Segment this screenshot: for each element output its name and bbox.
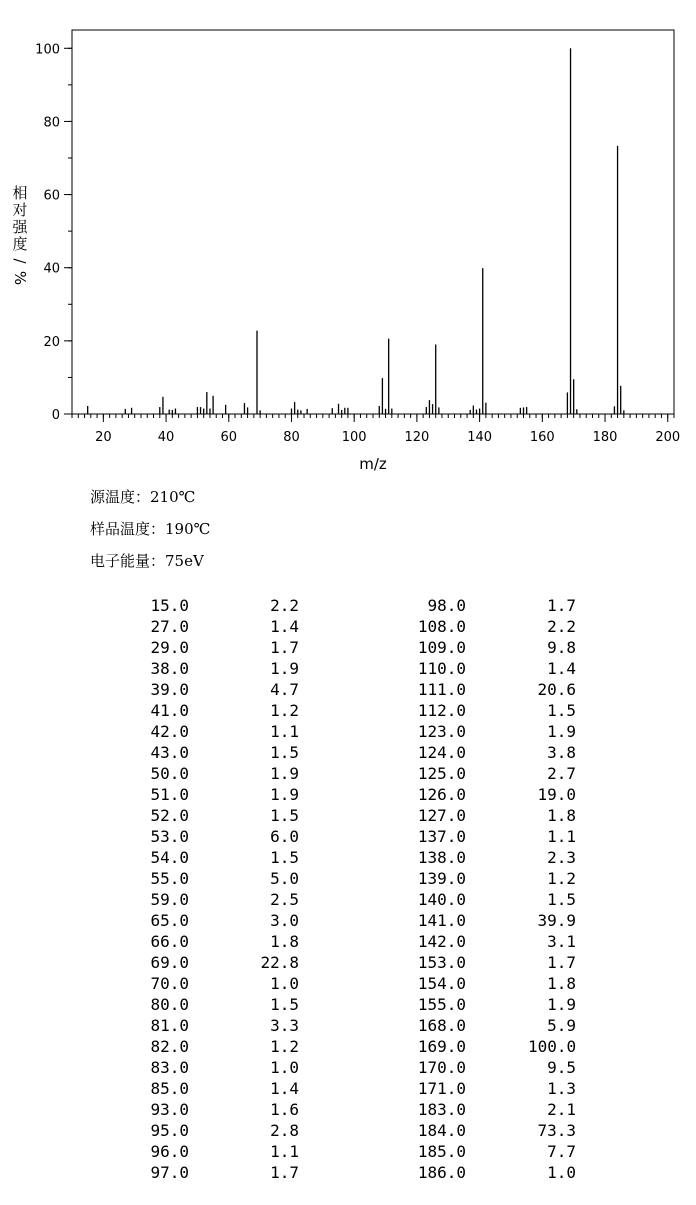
mz-value: 52.0 bbox=[150, 806, 189, 825]
mz-value: 70.0 bbox=[150, 974, 189, 993]
mz-value: 42.0 bbox=[150, 722, 189, 741]
peak-table-row bbox=[410, 1121, 696, 1142]
intensity-value: 1.7 bbox=[547, 953, 576, 972]
mz-value: 69.0 bbox=[150, 953, 189, 972]
mz-value: 39.0 bbox=[150, 680, 189, 699]
y-tick-labels bbox=[35, 42, 60, 423]
intensity-value: 9.8 bbox=[547, 638, 576, 657]
intensity-value: 6.0 bbox=[270, 827, 299, 846]
mz-value: 51.0 bbox=[150, 785, 189, 804]
y-tick-label: 0 bbox=[51, 408, 60, 423]
peak-table-row bbox=[410, 932, 696, 953]
peak-table-row bbox=[410, 974, 696, 995]
mz-value: 142.0 bbox=[417, 932, 466, 951]
mz-value: 55.0 bbox=[150, 869, 189, 888]
peak-table-row bbox=[410, 638, 696, 659]
mz-value: 97.0 bbox=[150, 1163, 189, 1182]
x-tick-label: 80 bbox=[283, 430, 300, 445]
intensity-value: 1.3 bbox=[547, 1079, 576, 1098]
peak-table-row bbox=[410, 743, 696, 764]
x-tick-label: 200 bbox=[655, 430, 681, 445]
peak-table-row bbox=[145, 995, 445, 1016]
intensity-value: 73.3 bbox=[537, 1121, 576, 1140]
electron-energy: 电子能量：75eV bbox=[90, 552, 204, 570]
peak-table-row bbox=[145, 1079, 445, 1100]
mz-value: 93.0 bbox=[150, 1100, 189, 1119]
peak-table-row bbox=[145, 911, 445, 932]
mz-value: 155.0 bbox=[417, 995, 466, 1014]
peak-table-row bbox=[410, 1142, 696, 1163]
intensity-value: 3.1 bbox=[547, 932, 576, 951]
mz-value: 50.0 bbox=[150, 764, 189, 783]
mz-value: 183.0 bbox=[417, 1100, 466, 1119]
peak-table-row bbox=[145, 743, 445, 764]
intensity-value: 1.9 bbox=[270, 785, 299, 804]
peak-table-row bbox=[145, 1163, 445, 1184]
mz-value: 43.0 bbox=[150, 743, 189, 762]
mz-value: 98.0 bbox=[427, 596, 466, 615]
x-tick-label: 60 bbox=[220, 430, 238, 445]
y-tick-label: 40 bbox=[43, 261, 60, 277]
intensity-value: 1.5 bbox=[270, 743, 299, 762]
mz-value: 109.0 bbox=[417, 638, 466, 657]
mz-value: 153.0 bbox=[417, 953, 466, 972]
peak-table-row bbox=[145, 722, 445, 743]
intensity-value: 1.7 bbox=[270, 1163, 299, 1182]
mz-value: 184.0 bbox=[417, 1121, 466, 1140]
intensity-value: 1.9 bbox=[270, 659, 299, 678]
mz-value: 27.0 bbox=[150, 617, 189, 636]
y-tick-label: 20 bbox=[43, 334, 60, 350]
peak-table-row bbox=[410, 617, 696, 638]
peak-table-row bbox=[145, 890, 445, 911]
peak-table-row bbox=[410, 701, 696, 722]
mz-value: 66.0 bbox=[150, 932, 189, 951]
intensity-value: 1.4 bbox=[270, 1079, 299, 1098]
peak-table-row bbox=[410, 722, 696, 743]
peak-table-row bbox=[145, 827, 445, 848]
mz-value: 108.0 bbox=[417, 617, 466, 636]
intensity-value: 1.0 bbox=[270, 1058, 299, 1077]
peak-table-row bbox=[410, 1037, 696, 1058]
intensity-value: 2.1 bbox=[547, 1100, 576, 1119]
mz-value: 81.0 bbox=[150, 1016, 189, 1035]
mz-value: 38.0 bbox=[150, 659, 189, 678]
intensity-value: 1.1 bbox=[270, 722, 299, 741]
intensity-value: 2.3 bbox=[547, 848, 576, 867]
mz-value: 168.0 bbox=[417, 1016, 466, 1035]
mz-value: 124.0 bbox=[417, 743, 466, 762]
mz-value: 138.0 bbox=[417, 848, 466, 867]
y-axis-label-char: / bbox=[11, 258, 29, 264]
intensity-value: 1.9 bbox=[547, 995, 576, 1014]
mz-value: 154.0 bbox=[417, 974, 466, 993]
intensity-value: 1.2 bbox=[270, 701, 299, 720]
mz-value: 140.0 bbox=[417, 890, 466, 909]
mz-value: 29.0 bbox=[150, 638, 189, 657]
intensity-value: 100.0 bbox=[528, 1037, 577, 1056]
y-axis-label-char: % bbox=[11, 270, 29, 286]
intensity-value: 2.5 bbox=[270, 890, 299, 909]
peak-table-row bbox=[145, 764, 445, 785]
peak-table-row bbox=[410, 890, 696, 911]
peak-table-row bbox=[145, 1121, 445, 1142]
minor-ticks bbox=[68, 48, 674, 418]
mz-value: 127.0 bbox=[417, 806, 466, 825]
intensity-value: 9.5 bbox=[547, 1058, 576, 1077]
peak-table-row bbox=[410, 869, 696, 890]
major-ticks bbox=[64, 48, 668, 422]
x-axis-label: m/z bbox=[359, 455, 387, 473]
intensity-value: 1.2 bbox=[270, 1037, 299, 1056]
peak-table-row bbox=[145, 1142, 445, 1163]
x-tick-label: 180 bbox=[592, 430, 618, 445]
intensity-value: 19.0 bbox=[537, 785, 576, 804]
peak-table-row bbox=[145, 785, 445, 806]
intensity-value: 5.0 bbox=[270, 869, 299, 888]
mz-value: 82.0 bbox=[150, 1037, 189, 1056]
peak-table-row bbox=[145, 953, 445, 974]
mz-value: 111.0 bbox=[417, 680, 466, 699]
intensity-value: 2.2 bbox=[270, 596, 299, 615]
peak-table-row bbox=[410, 827, 696, 848]
intensity-value: 3.0 bbox=[270, 911, 299, 930]
x-tick-label: 40 bbox=[157, 430, 175, 445]
mz-value: 59.0 bbox=[150, 890, 189, 909]
mz-value: 169.0 bbox=[417, 1037, 466, 1056]
intensity-value: 1.5 bbox=[270, 806, 299, 825]
sample-temperature: 样品温度：190℃ bbox=[90, 520, 211, 538]
spectrum-peaks bbox=[88, 48, 624, 414]
mz-value: 85.0 bbox=[150, 1079, 189, 1098]
mz-value: 65.0 bbox=[150, 911, 189, 930]
peak-table-row bbox=[145, 596, 445, 617]
mz-value: 139.0 bbox=[417, 869, 466, 888]
intensity-value: 1.8 bbox=[547, 806, 576, 825]
intensity-value: 1.5 bbox=[270, 995, 299, 1014]
y-tick-label: 80 bbox=[43, 115, 60, 131]
x-tick-labels bbox=[95, 430, 680, 445]
intensity-value: 2.7 bbox=[547, 764, 576, 783]
peak-table-row bbox=[410, 1079, 696, 1100]
intensity-value: 1.7 bbox=[270, 638, 299, 657]
peak-table-row bbox=[410, 911, 696, 932]
peak-table-row bbox=[410, 995, 696, 1016]
peak-table-row bbox=[145, 1100, 445, 1121]
peak-table-row bbox=[410, 785, 696, 806]
intensity-value: 1.8 bbox=[547, 974, 576, 993]
mz-value: 110.0 bbox=[417, 659, 466, 678]
mz-value: 53.0 bbox=[150, 827, 189, 846]
peak-table-row bbox=[410, 596, 696, 617]
intensity-value: 2.2 bbox=[547, 617, 576, 636]
intensity-value: 1.9 bbox=[270, 764, 299, 783]
peak-table-row bbox=[410, 659, 696, 680]
mz-value: 80.0 bbox=[150, 995, 189, 1014]
y-tick-label: 100 bbox=[35, 42, 60, 58]
peak-table-row bbox=[410, 806, 696, 827]
intensity-value: 1.6 bbox=[270, 1100, 299, 1119]
y-axis-label bbox=[11, 184, 29, 285]
peak-table-row bbox=[145, 1037, 445, 1058]
intensity-value: 7.7 bbox=[547, 1142, 576, 1161]
mz-value: 96.0 bbox=[150, 1142, 189, 1161]
mz-value: 126.0 bbox=[417, 785, 466, 804]
intensity-value: 22.8 bbox=[260, 953, 299, 972]
peak-table-row bbox=[145, 1016, 445, 1037]
intensity-value: 1.4 bbox=[547, 659, 576, 678]
peak-table-row bbox=[410, 1058, 696, 1079]
intensity-value: 3.8 bbox=[547, 743, 576, 762]
x-tick-label: 120 bbox=[404, 430, 430, 445]
intensity-value: 1.9 bbox=[547, 722, 576, 741]
peak-table-row bbox=[410, 1016, 696, 1037]
mz-value: 95.0 bbox=[150, 1121, 189, 1140]
y-axis-label-char: 度 bbox=[12, 235, 28, 253]
intensity-value: 1.1 bbox=[270, 1142, 299, 1161]
peak-table-row bbox=[145, 617, 445, 638]
y-tick-label: 60 bbox=[43, 188, 60, 204]
mz-value: 186.0 bbox=[417, 1163, 466, 1182]
peak-table-row bbox=[410, 848, 696, 869]
intensity-value: 1.2 bbox=[547, 869, 576, 888]
plot-frame bbox=[72, 30, 674, 414]
mass-spectrum-chart bbox=[0, 0, 696, 480]
intensity-value: 39.9 bbox=[537, 911, 576, 930]
mz-value: 125.0 bbox=[417, 764, 466, 783]
peak-table-row bbox=[410, 680, 696, 701]
peak-table-row bbox=[145, 869, 445, 890]
mz-value: 15.0 bbox=[150, 596, 189, 615]
peak-table-row bbox=[145, 848, 445, 869]
intensity-value: 1.5 bbox=[547, 701, 576, 720]
mz-value: 83.0 bbox=[150, 1058, 189, 1077]
peak-table-row bbox=[145, 932, 445, 953]
mz-value: 123.0 bbox=[417, 722, 466, 741]
y-axis-label-char: 强 bbox=[12, 218, 28, 236]
intensity-value: 4.7 bbox=[270, 680, 299, 699]
x-tick-label: 140 bbox=[467, 430, 493, 445]
x-tick-label: 160 bbox=[529, 430, 555, 445]
intensity-value: 20.6 bbox=[537, 680, 576, 699]
peak-table-row bbox=[410, 1163, 696, 1184]
x-tick-label: 100 bbox=[341, 430, 367, 445]
mz-value: 112.0 bbox=[417, 701, 466, 720]
source-temperature: 源温度：210℃ bbox=[90, 488, 196, 506]
peak-table-row bbox=[145, 1058, 445, 1079]
peak-table-row bbox=[145, 638, 445, 659]
intensity-value: 1.0 bbox=[547, 1163, 576, 1182]
intensity-value: 1.5 bbox=[547, 890, 576, 909]
intensity-value: 1.5 bbox=[270, 848, 299, 867]
mz-value: 54.0 bbox=[150, 848, 189, 867]
y-axis-label-char: 对 bbox=[12, 201, 28, 219]
mz-value: 137.0 bbox=[417, 827, 466, 846]
mz-value: 170.0 bbox=[417, 1058, 466, 1077]
peak-table-row bbox=[145, 974, 445, 995]
y-axis-label-char: 相 bbox=[12, 184, 28, 202]
peak-table-row bbox=[410, 764, 696, 785]
peak-table-row bbox=[410, 1100, 696, 1121]
intensity-value: 5.9 bbox=[547, 1016, 576, 1035]
mz-value: 171.0 bbox=[417, 1079, 466, 1098]
mz-value: 41.0 bbox=[150, 701, 189, 720]
intensity-value: 1.8 bbox=[270, 932, 299, 951]
intensity-value: 1.1 bbox=[547, 827, 576, 846]
x-tick-label: 20 bbox=[95, 430, 112, 445]
intensity-value: 1.4 bbox=[270, 617, 299, 636]
peak-table-row bbox=[145, 680, 445, 701]
peak-table-row bbox=[410, 953, 696, 974]
peak-table-row bbox=[145, 806, 445, 827]
intensity-value: 2.8 bbox=[270, 1121, 299, 1140]
intensity-value: 1.0 bbox=[270, 974, 299, 993]
intensity-value: 3.3 bbox=[270, 1016, 299, 1035]
mz-value: 141.0 bbox=[417, 911, 466, 930]
mz-value: 185.0 bbox=[417, 1142, 466, 1161]
peak-table-row bbox=[145, 701, 445, 722]
peak-table-row bbox=[145, 659, 445, 680]
intensity-value: 1.7 bbox=[547, 596, 576, 615]
